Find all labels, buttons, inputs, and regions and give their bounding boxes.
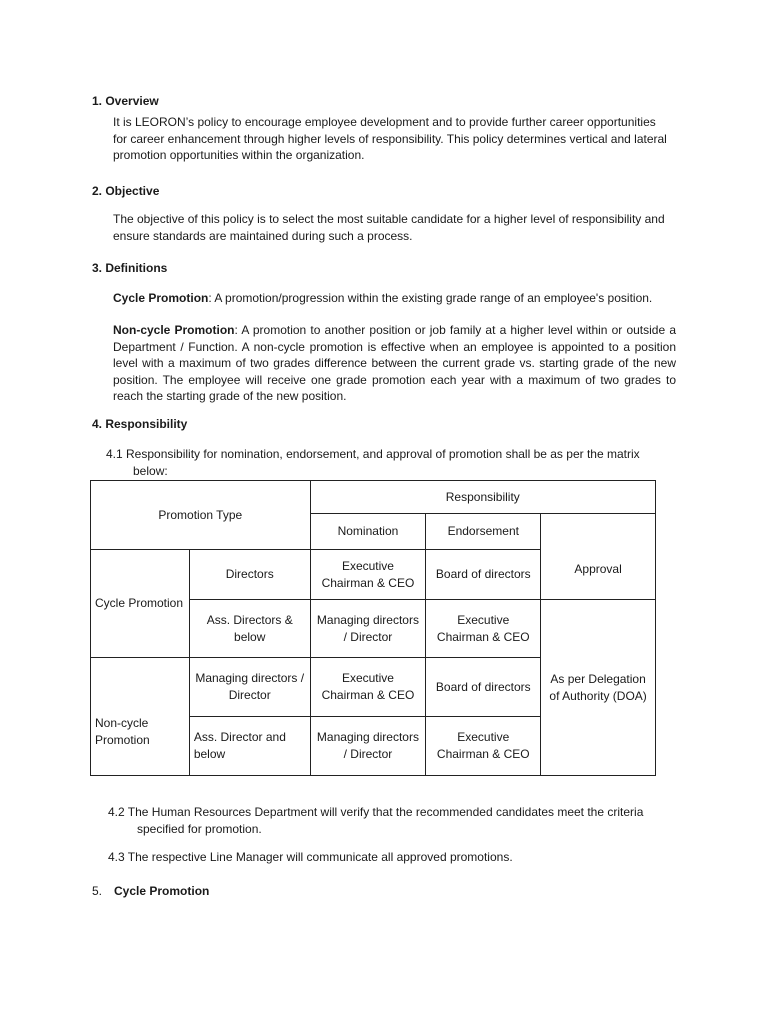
cell-nomination: Executive Chairman & CEO <box>310 658 426 717</box>
heading-cycle-promotion-text: Cycle Promotion <box>114 884 210 898</box>
heading-definitions: 3. Definitions <box>92 261 168 275</box>
definition-cycle <box>113 290 678 307</box>
cell-endorsement: Board of directors <box>426 550 541 600</box>
definition-cycle-term: Cycle Promotion <box>113 291 209 305</box>
cell-level: Managing directors / Director <box>189 658 310 717</box>
cell-level: Directors <box>189 550 310 600</box>
cell-nomination: Managing directors / Director <box>310 717 426 776</box>
header-endorsement: Endorsement <box>426 514 541 550</box>
cell-endorsement: Executive Chairman & CEO <box>426 600 541 658</box>
cell-endorsement: Board of directors <box>426 658 541 717</box>
cell-level: Ass. Directors & below <box>189 600 310 658</box>
responsibility-item-4-2: 4.2 The Human Resources Department will verify that the recommended candidates meet the criteria specified for promotion. <box>108 805 644 836</box>
cell-approval: As per Delegation of Authority (DOA) <box>541 600 656 776</box>
overview-text: It is LEORON’s policy to encourage employee development and to provide further career opportunities for career enhancement through higher levels of responsibility. This policy determines vertical and lateral promotion opportunities within the organization. <box>113 115 667 162</box>
heading-objective: 2. Objective <box>92 184 160 198</box>
definition-noncycle-text: : A promotion to another position or job family at a higher level within or outside a Department / Function. A non-cycle promotion is effective when an employee is appointed to a position level with a maximum of two grades difference between the current grade vs. starting grade of the new position. The employee will receive one grade promotion each year with a maximum of two grades to reach the starting grade of the new position. <box>113 323 676 403</box>
objective-text: The objective of this policy is to select the most suitable candidate for a higher level of responsibility and ensure standards are maintained during such a process. <box>113 212 665 243</box>
header-responsibility: Responsibility <box>310 481 655 514</box>
definition-cycle-text: : A promotion/progression within the existing grade range of an employee's position. <box>208 291 653 305</box>
heading-responsibility: 4. Responsibility <box>92 417 188 431</box>
responsibility-item-4-3: 4.3 The respective Line Manager will communicate all approved promotions. <box>108 850 513 864</box>
row-label-noncycle: Non-cycle Promotion <box>91 658 190 776</box>
heading-overview: 1. Overview <box>92 94 159 108</box>
header-approval: Approval <box>541 541 656 600</box>
definition-noncycle <box>113 322 676 405</box>
cell-nomination: Executive Chairman & CEO <box>310 550 426 600</box>
cell-nomination: Managing directors / Director <box>310 600 426 658</box>
definition-noncycle-term: Non-cycle Promotion <box>113 323 235 337</box>
approval-header-spacer <box>541 514 656 541</box>
header-nomination: Nomination <box>310 514 426 550</box>
responsibility-item-4-1: 4.1 Responsibility for nomination, endorsement, and approval of promotion shall be as per the matrix below: <box>106 447 640 478</box>
row-label-cycle: Cycle Promotion <box>91 550 190 658</box>
heading-cycle-promotion <box>92 884 209 898</box>
heading-cycle-promotion-number: 5. <box>92 884 103 898</box>
header-promotion-type: Promotion Type <box>91 481 311 550</box>
responsibility-matrix <box>90 480 656 776</box>
cell-level: Ass. Director and below <box>189 717 310 776</box>
cell-endorsement: Executive Chairman & CEO <box>426 717 541 776</box>
